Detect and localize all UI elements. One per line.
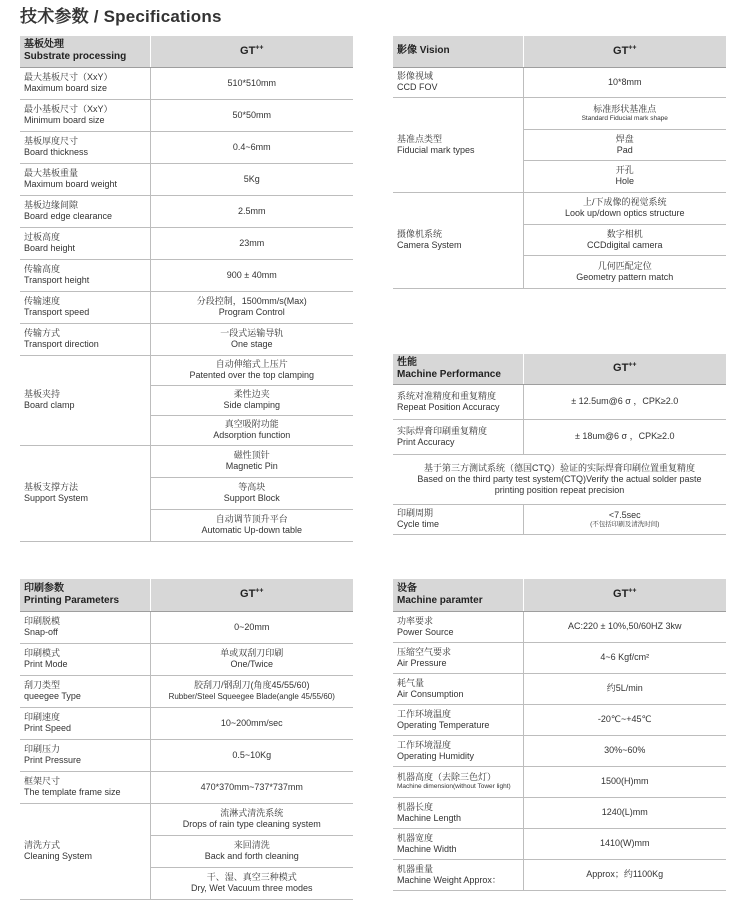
table-row: 机器重量 Machine Weight Approx： Approx；约1100Kg bbox=[393, 859, 726, 890]
fiducial-option: 开孔 Hole bbox=[393, 160, 726, 192]
board-clamp-option: 柔性边夹 Side clamping bbox=[20, 385, 353, 415]
camera-option: 数字相机 CCDdigital camera bbox=[393, 224, 726, 255]
table-row: 传输方式 Transport direction 一段式运输导轨 One stage bbox=[20, 323, 353, 355]
table-row: 耗气量 Air Consumption 约5L/min bbox=[393, 673, 726, 704]
table-row: 印刷脱模 Snap-off 0~20mm bbox=[20, 611, 353, 643]
table-row: 功率要求 Power Source AC:220 ± 10%,50/60HZ 3kw bbox=[393, 611, 726, 642]
table-header bbox=[20, 36, 353, 67]
table-row: 工作环境湿度 Operating Humidity 30%~60% bbox=[393, 735, 726, 766]
table-row: 机器宽度 Machine Width 1410(W)mm bbox=[393, 828, 726, 859]
accuracy-note: 基于第三方测试系统（德国CTQ）验证的实际焊膏印刷位置重复精度 Based on the third party test system(CTQ)Verify the actual solder paste printing position repeat precision bbox=[393, 454, 726, 504]
printing-parameters-table bbox=[20, 579, 353, 900]
camera-option: 几何匹配定位 Geometry pattern match bbox=[393, 255, 726, 288]
header-label: 影像 Vision bbox=[393, 36, 523, 67]
cleaning-option: 干、湿、真空三种模式 Dry, Wet Vacuum three modes bbox=[20, 867, 353, 899]
header-model: GT++ bbox=[150, 36, 353, 67]
page-title-en: Specifications bbox=[103, 7, 222, 26]
table-row: 印刷速度 Print Speed 10~200mm/sec bbox=[20, 707, 353, 739]
table-row: 实际焊膏印刷重复精度 Print Accuracy ± 18um@6 σ ，CPK≥2.0 bbox=[393, 419, 726, 454]
table-row: 最大基板尺寸（XxY） Maximum board size 510*510mm bbox=[20, 67, 353, 99]
table-row: 系统对准精度和重复精度 Repeat Position Accuracy ± 12.5um@6 σ ，CPK≥2.0 bbox=[393, 384, 726, 419]
cleaning-option: 来回清洗 Back and forth cleaning bbox=[20, 835, 353, 867]
vision-table bbox=[393, 36, 726, 289]
table-header bbox=[393, 36, 726, 67]
machine-parameter-table bbox=[393, 579, 726, 891]
support-system-option: 等高块 Support Block bbox=[20, 477, 353, 509]
table-row: 过板高度 Board height 23mm bbox=[20, 227, 353, 259]
table-row: 刮刀类型 queegee Type 胶刮刀/钢刮刀(角度45/55/60) Rubber/Steel Squeegee Blade(angle 45/55/60) bbox=[20, 675, 353, 707]
accuracy-note-row bbox=[393, 454, 726, 504]
header-label: 性能 Machine Performance bbox=[393, 354, 523, 384]
table-row: 基板边缘间隙 Board edge clearance 2.5mm bbox=[20, 195, 353, 227]
table-row: 传输速度 Transport speed 分段控制，1500mm/s(Max) Program Control bbox=[20, 291, 353, 323]
table-row: 压缩空气要求 Air Pressure 4~6 Kgf/cm² bbox=[393, 642, 726, 673]
table-row: 机器长度 Machine Length 1240(L)mm bbox=[393, 797, 726, 828]
table-row: 印刷压力 Print Pressure 0.5~10Kg bbox=[20, 739, 353, 771]
page-title bbox=[20, 2, 222, 27]
board-clamp-option: 真空吸附功能 Adsorption function bbox=[20, 415, 353, 445]
cleaning-row: 清洗方式 Cleaning System 流淋式清洗系统 Drops of rain type cleaning system bbox=[20, 803, 353, 835]
table-row: 框架尺寸 The template frame size 470*370mm~737*737mm bbox=[20, 771, 353, 803]
table-header bbox=[20, 579, 353, 611]
support-system-option: 自动调节顶升平台 Automatic Up-down table bbox=[20, 509, 353, 541]
fiducial-row: 基准点类型 Fiducial mark types 标准形状基准点 Standard Fiducial mark shape bbox=[393, 97, 726, 129]
header-label: 基板处理 Substrate processing bbox=[20, 36, 150, 67]
camera-row: 摄像机系统 Camera System 上/下成像的视觉系统 Look up/down optics structure bbox=[393, 192, 726, 224]
board-clamp-row: 基板夹持 Board clamp 自动伸缩式上压片 Patented over the top clamping bbox=[20, 355, 353, 385]
table-row: 印刷周期 Cycle time <7.5sec (不包括印刷及清洗时间) bbox=[393, 504, 726, 534]
table-header bbox=[393, 354, 726, 384]
header-model: GT++ bbox=[523, 579, 726, 611]
header-model: GT++ bbox=[523, 36, 726, 67]
table-row: 基板厚度尺寸 Board thickness 0.4~6mm bbox=[20, 131, 353, 163]
substrate-processing-table bbox=[20, 36, 353, 542]
table-row: 最小基板尺寸（XxY） Minimum board size 50*50mm bbox=[20, 99, 353, 131]
support-system-row: 基板支撑方法 Support System 磁性顶针 Magnetic Pin bbox=[20, 445, 353, 477]
table-header bbox=[393, 579, 726, 611]
table-row: 工作环境温度 Operating Temperature -20℃~+45℃ bbox=[393, 704, 726, 735]
header-model: GT++ bbox=[150, 579, 353, 611]
header-label: 设备 Machine paramter bbox=[393, 579, 523, 611]
page-title-cn: 技术参数 / bbox=[20, 7, 104, 26]
header-label: 印刷参数 Printing Parameters bbox=[20, 579, 150, 611]
fiducial-option: 焊盘 Pad bbox=[393, 129, 726, 160]
table-row: 印刷模式 Print Mode 单或双刮刀印刷 One/Twice bbox=[20, 643, 353, 675]
table-row: 传输高度 Transport height 900 ± 40mm bbox=[20, 259, 353, 291]
machine-performance-table bbox=[393, 354, 726, 535]
header-model: GT++ bbox=[523, 354, 726, 384]
table-row: 影像视域 CCD FOV 10*8mm bbox=[393, 67, 726, 97]
table-row: 机器高度（去除三色灯） Machine dimension(without Tower light) 1500(H)mm bbox=[393, 766, 726, 797]
table-row: 最大基板重量 Maximum board weight 5Kg bbox=[20, 163, 353, 195]
